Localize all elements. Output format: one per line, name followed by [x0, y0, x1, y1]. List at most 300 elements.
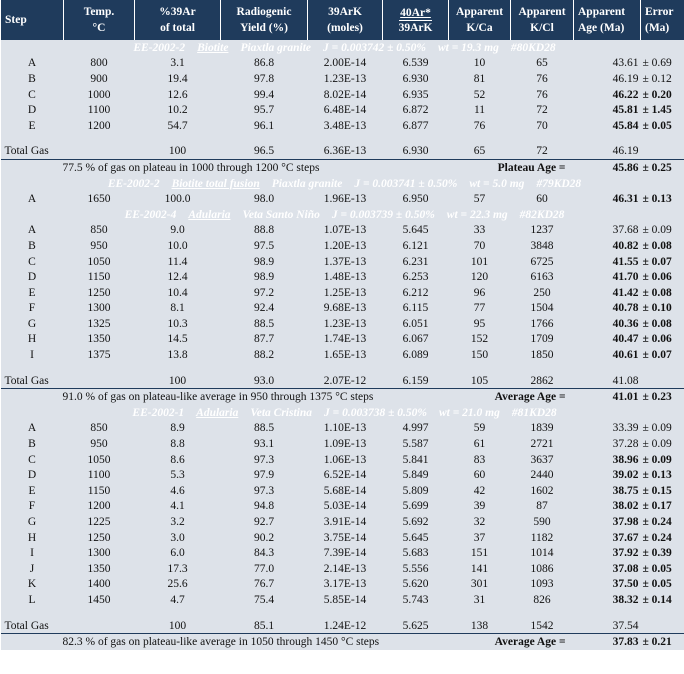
temp-cell: 1300: [64, 545, 135, 561]
kca-cell: 10: [449, 56, 511, 72]
total-pct-cell: 100: [135, 144, 221, 160]
ark-cell: 3.75E-14: [308, 530, 383, 546]
table-row: [1, 223, 684, 239]
age-cell: 38.75: [574, 483, 641, 499]
table-row: [1, 87, 684, 103]
ark-cell: 1.96E-13: [308, 191, 383, 207]
temp-cell: 1650: [64, 191, 135, 207]
age-cell: 43.61: [574, 56, 641, 72]
empty-cell: [641, 618, 684, 634]
kca-cell: 31: [449, 592, 511, 608]
temp-cell: 1250: [64, 285, 135, 301]
sample-weight: wt = 21.0 mg: [438, 406, 500, 419]
radiogenic-cell: 98.0: [221, 191, 308, 207]
pct-ar-cell: 4.1: [135, 499, 221, 515]
kca-cell: 39: [449, 499, 511, 515]
kca-cell: 81: [449, 71, 511, 87]
step-cell: H: [1, 530, 64, 546]
kca-cell: 150: [449, 347, 511, 363]
total-kca-cell: 105: [449, 373, 511, 389]
temp-cell: 1000: [64, 87, 135, 103]
pct-ar-cell: 14.5: [135, 332, 221, 348]
age-cell: 38.02: [574, 499, 641, 515]
kcl-cell: 3637: [511, 452, 574, 468]
radiogenic-cell: 90.2: [221, 530, 308, 546]
age-cell: 37.92: [574, 545, 641, 561]
radiogenic-cell: 88.5: [221, 421, 308, 437]
ark-cell: 1.23E-13: [308, 71, 383, 87]
step-cell: C: [1, 452, 64, 468]
table-row: [1, 499, 684, 515]
ratio-cell: 6.212: [383, 285, 449, 301]
error-cell: ± 0.13: [641, 467, 684, 483]
temp-cell: 1050: [64, 254, 135, 270]
table-row: [1, 436, 684, 452]
ratio-cell: 5.683: [383, 545, 449, 561]
ark-cell: 9.68E-13: [308, 301, 383, 317]
ratio-cell: 6.115: [383, 301, 449, 317]
error-cell: ± 0.24: [641, 514, 684, 530]
pct-ar-cell: 8.6: [135, 452, 221, 468]
total-radiogenic-cell: 85.1: [221, 618, 308, 634]
error-cell: ± 0.24: [641, 530, 684, 546]
step-cell: A: [1, 421, 64, 437]
ratio-cell: 6.051: [383, 316, 449, 332]
ratio-cell: 5.645: [383, 223, 449, 239]
age-cell: 38.32: [574, 592, 641, 608]
step-cell: C: [1, 254, 64, 270]
kcl-cell: 1014: [511, 545, 574, 561]
kca-cell: 120: [449, 269, 511, 285]
error-cell: ± 0.10: [641, 301, 684, 317]
temp-cell: 1300: [64, 301, 135, 317]
sample-weight: wt = 22.3 mg: [446, 208, 508, 221]
age-cell: 40.61: [574, 347, 641, 363]
kca-cell: 32: [449, 514, 511, 530]
age-cell: 38.96: [574, 452, 641, 468]
header-kca: Apparent K/Ca: [449, 0, 511, 40]
kca-cell: 60: [449, 467, 511, 483]
section-header-cell: [1, 207, 684, 223]
error-cell: ± 0.20: [641, 87, 684, 103]
lab-number: #81KD28: [511, 406, 557, 419]
empty-cell: [64, 144, 135, 160]
age-cell: 41.70: [574, 269, 641, 285]
total-kcl-cell: 2862: [511, 373, 574, 389]
table-row: [1, 71, 684, 87]
kcl-cell: 6725: [511, 254, 574, 270]
step-cell: A: [1, 223, 64, 239]
radiogenic-cell: 75.4: [221, 592, 308, 608]
table-row: [1, 545, 684, 561]
pct-ar-cell: 6.0: [135, 545, 221, 561]
temp-cell: 1350: [64, 561, 135, 577]
total-gas-row: [1, 144, 684, 160]
temp-cell: 1450: [64, 592, 135, 608]
table-row: [1, 421, 684, 437]
table-row: [1, 561, 684, 577]
total-pct-cell: 100: [135, 373, 221, 389]
step-cell: A: [1, 56, 64, 72]
age-cell: 40.36: [574, 316, 641, 332]
table-row: [1, 269, 684, 285]
sample-id: EE-2002-1: [132, 406, 185, 419]
step-cell: E: [1, 483, 64, 499]
ratio-cell: 5.556: [383, 561, 449, 577]
ark-cell: 1.10E-13: [308, 421, 383, 437]
kcl-cell: 87: [511, 499, 574, 515]
sample-id: EE-2002-2: [133, 41, 186, 54]
sample-weight: wt = 5.0 mg: [469, 177, 525, 190]
j-value: J = 0.003742 ± 0.50%: [323, 41, 426, 54]
step-cell: D: [1, 467, 64, 483]
table-row: [1, 254, 684, 270]
pct-ar-cell: 19.4: [135, 71, 221, 87]
pct-ar-cell: 10.2: [135, 102, 221, 118]
age-cell: 46.31: [574, 191, 641, 207]
age-cell: 39.02: [574, 467, 641, 483]
radiogenic-cell: 96.1: [221, 118, 308, 134]
pct-ar-cell: 17.3: [135, 561, 221, 577]
step-cell: A: [1, 191, 64, 207]
radiogenic-cell: 86.8: [221, 56, 308, 72]
error-cell: ± 0.06: [641, 332, 684, 348]
step-cell: B: [1, 238, 64, 254]
spacer-cell: [1, 363, 684, 373]
age-cell: 45.84: [574, 118, 641, 134]
ratio-cell: 4.997: [383, 421, 449, 437]
mineral-name: Biotite total fusion: [171, 177, 260, 190]
kca-cell: 59: [449, 421, 511, 437]
kcl-cell: 1839: [511, 421, 574, 437]
ratio-cell: 6.935: [383, 87, 449, 103]
header-radiogenic: Radiogenic Yield (%): [221, 0, 308, 40]
header-temp: Temp. °C: [64, 0, 135, 40]
kcl-cell: 76: [511, 87, 574, 103]
radiogenic-cell: 92.4: [221, 301, 308, 317]
kcl-cell: 1086: [511, 561, 574, 577]
kcl-cell: 826: [511, 592, 574, 608]
mineral-name: Adularia: [196, 406, 239, 419]
ark-cell: 1.07E-13: [308, 223, 383, 239]
plateau-row: [1, 389, 684, 405]
total-gas-row: [1, 618, 684, 634]
kca-cell: 76: [449, 118, 511, 134]
kca-cell: 95: [449, 316, 511, 332]
plateau-note: 82.3 % of gas on plateau-like average in 1050 through 1450 °C steps: [1, 634, 449, 650]
temp-cell: 1150: [64, 269, 135, 285]
ark-cell: 1.09E-13: [308, 436, 383, 452]
error-cell: ± 0.08: [641, 285, 684, 301]
step-cell: G: [1, 514, 64, 530]
spacer-cell: [1, 134, 684, 144]
table-row: [1, 483, 684, 499]
error-cell: ± 0.08: [641, 238, 684, 254]
age-cell: 37.98: [574, 514, 641, 530]
j-value: J = 0.003741 ± 0.50%: [354, 177, 458, 190]
step-cell: J: [1, 561, 64, 577]
pct-ar-cell: 9.0: [135, 223, 221, 239]
pct-ar-cell: 10.0: [135, 238, 221, 254]
ratio-cell: 5.849: [383, 467, 449, 483]
table-body: [1, 40, 684, 650]
age-cell: 40.78: [574, 301, 641, 317]
kcl-cell: 76: [511, 71, 574, 87]
error-cell: ± 1.45: [641, 102, 684, 118]
step-cell: E: [1, 285, 64, 301]
kca-cell: 37: [449, 530, 511, 546]
kcl-cell: 1237: [511, 223, 574, 239]
kca-cell: 33: [449, 223, 511, 239]
section-header: [1, 176, 684, 192]
section-header: [1, 405, 684, 421]
pct-ar-cell: 11.4: [135, 254, 221, 270]
kcl-cell: 1709: [511, 332, 574, 348]
plateau-age: 37.83: [574, 634, 641, 650]
kca-cell: 52: [449, 87, 511, 103]
kcl-cell: 1766: [511, 316, 574, 332]
plateau-error: ± 0.25: [641, 160, 684, 176]
ratio-cell: 6.930: [383, 71, 449, 87]
plateau-age: 41.01: [574, 389, 641, 405]
ark-cell: 1.23E-13: [308, 316, 383, 332]
pct-ar-cell: 3.0: [135, 530, 221, 546]
ark-cell: 1.48E-13: [308, 269, 383, 285]
ark-cell: 1.37E-13: [308, 254, 383, 270]
age-cell: 37.68: [574, 223, 641, 239]
ark-cell: 1.74E-13: [308, 332, 383, 348]
radiogenic-cell: 95.7: [221, 102, 308, 118]
ark-cell: 1.20E-13: [308, 238, 383, 254]
step-cell: B: [1, 71, 64, 87]
error-cell: ± 0.09: [641, 452, 684, 468]
radiogenic-cell: 87.7: [221, 332, 308, 348]
pct-ar-cell: 10.4: [135, 285, 221, 301]
age-cell: 37.08: [574, 561, 641, 577]
total-kcl-cell: 1542: [511, 618, 574, 634]
ratio-cell: 6.877: [383, 118, 449, 134]
table-row: [1, 285, 684, 301]
table-row: [1, 592, 684, 608]
temp-cell: 1400: [64, 577, 135, 593]
total-label-cell: Total Gas: [1, 618, 64, 634]
radiogenic-cell: 88.2: [221, 347, 308, 363]
total-ratio-cell: 6.159: [383, 373, 449, 389]
rock-name: Piaxtla granite: [271, 177, 343, 190]
error-cell: ± 0.05: [641, 561, 684, 577]
sample-id: EE-2002-2: [107, 177, 160, 190]
age-cell: 45.81: [574, 102, 641, 118]
ark-cell: 5.68E-14: [308, 483, 383, 499]
total-kca-cell: 138: [449, 618, 511, 634]
ratio-cell: 5.841: [383, 452, 449, 468]
kcl-cell: 1093: [511, 577, 574, 593]
j-value: J = 0.003738 ± 0.50%: [324, 406, 427, 419]
step-cell: D: [1, 269, 64, 285]
table-row: [1, 452, 684, 468]
ratio-cell: 6.067: [383, 332, 449, 348]
kcl-cell: 1182: [511, 530, 574, 546]
total-ark-cell: 6.36E-13: [308, 144, 383, 160]
table-row: [1, 530, 684, 546]
temp-cell: 1375: [64, 347, 135, 363]
table-row: [1, 301, 684, 317]
radiogenic-cell: 97.8: [221, 71, 308, 87]
pct-ar-cell: 25.6: [135, 577, 221, 593]
kcl-cell: 2721: [511, 436, 574, 452]
ratio-cell: 6.950: [383, 191, 449, 207]
empty-cell: [64, 618, 135, 634]
header-age: Apparent Age (Ma): [574, 0, 641, 40]
plateau-row: [1, 634, 684, 650]
section-header-cell: [1, 40, 684, 56]
ratio-cell: 6.539: [383, 56, 449, 72]
plateau-age: 45.86: [574, 160, 641, 176]
ratio-cell: 6.089: [383, 347, 449, 363]
pct-ar-cell: 54.7: [135, 118, 221, 134]
step-cell: F: [1, 301, 64, 317]
ark-cell: 1.25E-13: [308, 285, 383, 301]
error-cell: ± 0.12: [641, 71, 684, 87]
temp-cell: 1250: [64, 530, 135, 546]
age-cell: 37.28: [574, 436, 641, 452]
ark-cell: 8.02E-14: [308, 87, 383, 103]
plateau-label: Average Age =: [449, 634, 574, 650]
section-header-cell: [1, 176, 684, 192]
ark-cell: 1.06E-13: [308, 452, 383, 468]
header-pct-ar: %39Ar of total: [135, 0, 221, 40]
age-cell: 33.39: [574, 421, 641, 437]
kca-cell: 101: [449, 254, 511, 270]
radiogenic-cell: 98.9: [221, 269, 308, 285]
ark-cell: 5.03E-14: [308, 499, 383, 515]
table-row: [1, 347, 684, 363]
step-cell: C: [1, 87, 64, 103]
radiogenic-cell: 77.0: [221, 561, 308, 577]
error-cell: ± 0.07: [641, 347, 684, 363]
kcl-cell: 6163: [511, 269, 574, 285]
error-cell: ± 0.05: [641, 577, 684, 593]
ark-cell: 6.52E-14: [308, 467, 383, 483]
temp-cell: 1200: [64, 118, 135, 134]
temp-cell: 850: [64, 223, 135, 239]
ratio-cell: 5.645: [383, 530, 449, 546]
pct-ar-cell: 13.8: [135, 347, 221, 363]
ark-cell: 1.65E-13: [308, 347, 383, 363]
total-kcl-cell: 72: [511, 144, 574, 160]
total-pct-cell: 100: [135, 618, 221, 634]
spacer-row: [1, 608, 684, 618]
kcl-cell: 65: [511, 56, 574, 72]
ratio-cell: 5.699: [383, 499, 449, 515]
total-age-cell: 46.19: [574, 144, 641, 160]
total-label-cell: Total Gas: [1, 144, 64, 160]
ark-cell: 3.91E-14: [308, 514, 383, 530]
table-row: [1, 118, 684, 134]
rock-name: Veta Cristina: [250, 406, 313, 419]
kca-cell: 151: [449, 545, 511, 561]
temp-cell: 1150: [64, 483, 135, 499]
table-row: [1, 102, 684, 118]
step-cell: K: [1, 577, 64, 593]
pct-ar-cell: 5.3: [135, 467, 221, 483]
temp-cell: 1325: [64, 316, 135, 332]
header-ratio: $\frac{40Ar*}{\text{39ArK}}$: [383, 0, 449, 40]
kca-cell: 301: [449, 577, 511, 593]
age-cell: 37.67: [574, 530, 641, 546]
temp-cell: 1225: [64, 514, 135, 530]
header-ark: 39ArK (moles): [308, 0, 383, 40]
kcl-cell: 3848: [511, 238, 574, 254]
total-age-cell: 37.54: [574, 618, 641, 634]
total-label-cell: Total Gas: [1, 373, 64, 389]
age-cell: 46.22: [574, 87, 641, 103]
empty-cell: [64, 373, 135, 389]
sample-weight: wt = 19.3 mg: [438, 41, 499, 54]
kcl-cell: 1504: [511, 301, 574, 317]
kca-cell: 141: [449, 561, 511, 577]
total-kca-cell: 65: [449, 144, 511, 160]
ratio-cell: 6.231: [383, 254, 449, 270]
total-age-cell: 41.08: [574, 373, 641, 389]
ratio-cell: 5.743: [383, 592, 449, 608]
kca-cell: 11: [449, 102, 511, 118]
temp-cell: 850: [64, 421, 135, 437]
temp-cell: 1100: [64, 467, 135, 483]
ratio-cell: 5.620: [383, 577, 449, 593]
radiogenic-cell: 97.5: [221, 238, 308, 254]
j-value: J = 0.003739 ± 0.50%: [331, 208, 435, 221]
rock-name: Veta Santo Niño: [242, 208, 320, 221]
table-header: [1, 0, 684, 40]
radiogenic-cell: 93.1: [221, 436, 308, 452]
section-header-cell: [1, 405, 684, 421]
ratio-cell: 5.692: [383, 514, 449, 530]
temp-cell: 950: [64, 238, 135, 254]
ark-cell: 7.39E-14: [308, 545, 383, 561]
kca-cell: 77: [449, 301, 511, 317]
error-cell: ± 0.17: [641, 499, 684, 515]
radiogenic-cell: 98.9: [221, 254, 308, 270]
pct-ar-cell: 4.7: [135, 592, 221, 608]
step-cell: G: [1, 316, 64, 332]
total-ratio-cell: 5.625: [383, 618, 449, 634]
step-cell: E: [1, 118, 64, 134]
temp-cell: 1050: [64, 452, 135, 468]
age-cell: 37.50: [574, 577, 641, 593]
pct-ar-cell: 12.4: [135, 269, 221, 285]
plateau-error: ± 0.23: [641, 389, 684, 405]
radiogenic-cell: 97.3: [221, 452, 308, 468]
table-row: [1, 577, 684, 593]
error-cell: ± 0.14: [641, 592, 684, 608]
step-cell: I: [1, 545, 64, 561]
kca-cell: 83: [449, 452, 511, 468]
rock-name: Piaxtla granite: [240, 41, 312, 54]
temp-cell: 1350: [64, 332, 135, 348]
age-cell: 41.55: [574, 254, 641, 270]
empty-cell: [641, 144, 684, 160]
ark-cell: 2.00E-14: [308, 56, 383, 72]
lab-number: #79KD28: [536, 177, 582, 190]
header-kcl: Apparent K/Cl: [511, 0, 574, 40]
pct-ar-cell: 3.2: [135, 514, 221, 530]
ark-cell: 3.48E-13: [308, 118, 383, 134]
pct-ar-cell: 3.1: [135, 56, 221, 72]
radiogenic-cell: 76.7: [221, 577, 308, 593]
error-cell: ± 0.05: [641, 118, 684, 134]
radiogenic-cell: 99.4: [221, 87, 308, 103]
